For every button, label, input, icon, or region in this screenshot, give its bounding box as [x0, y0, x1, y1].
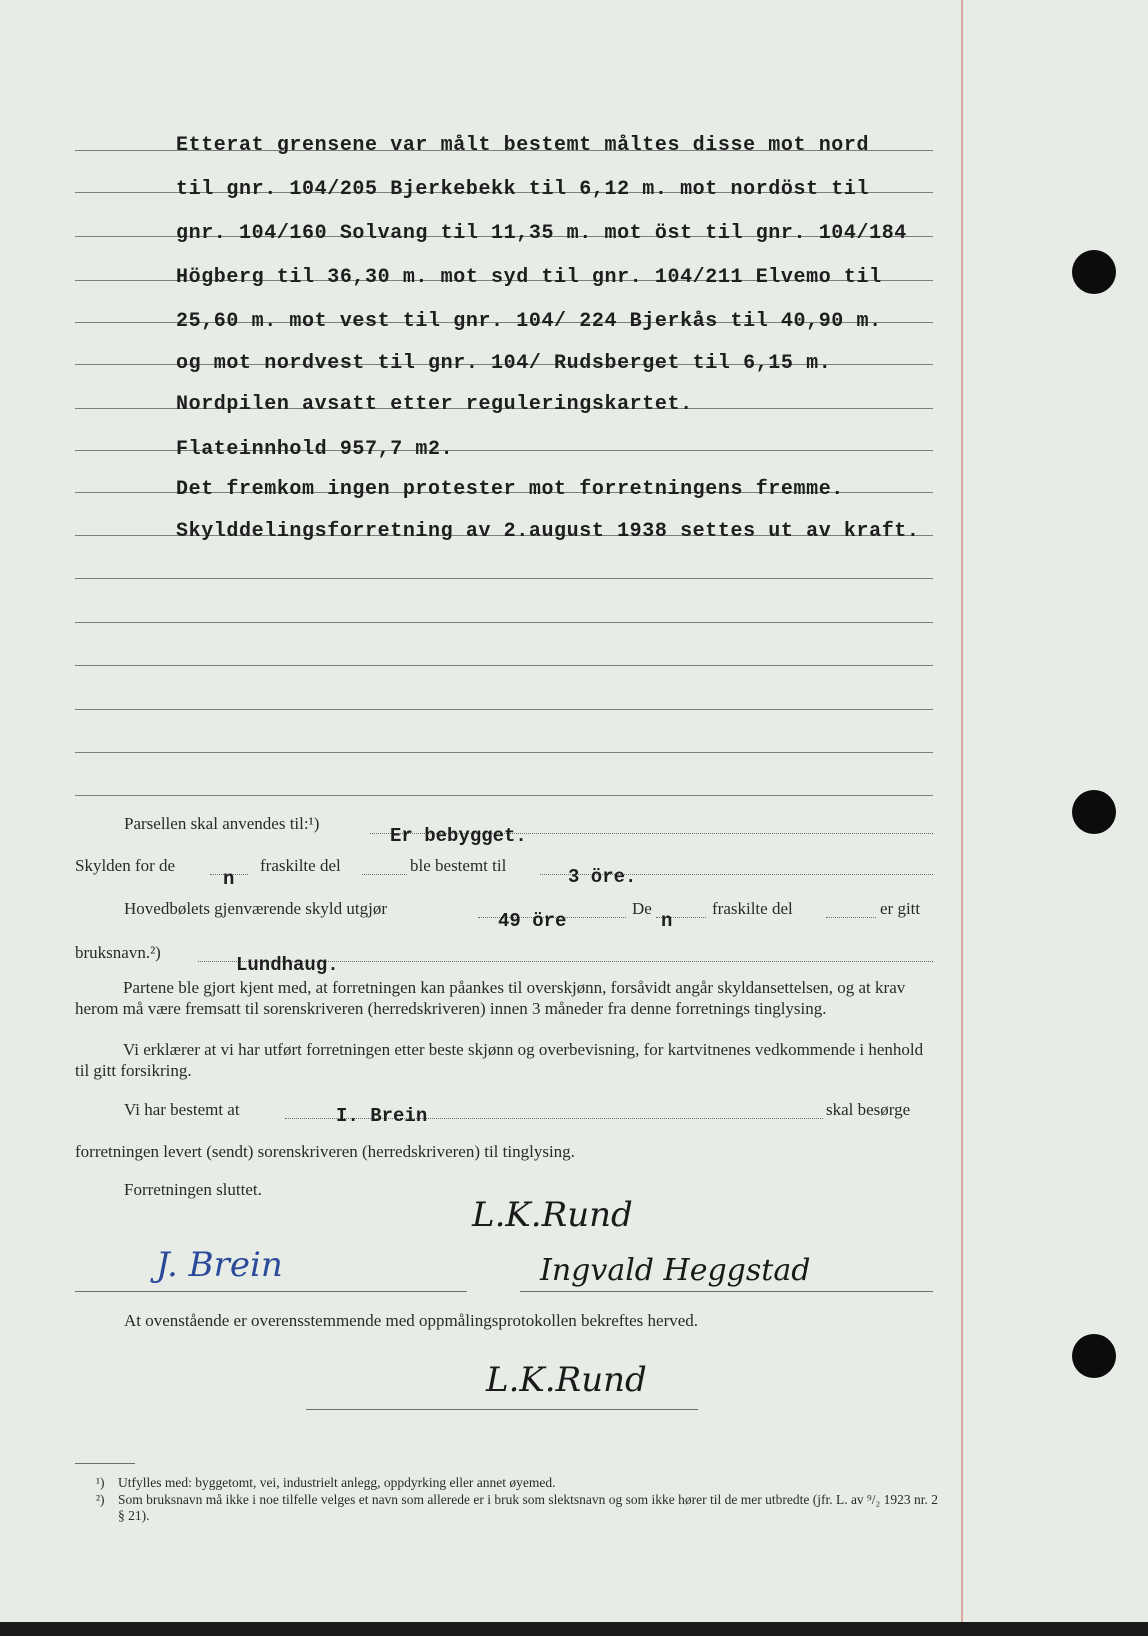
- ruled-line: [75, 752, 933, 753]
- typed-line: Skylddelingsforretning av 2.august 1938 settes ut av kraft.: [176, 520, 920, 543]
- skyld-value: 3 öre.: [568, 866, 637, 888]
- besorge-label: skal besørge: [826, 1100, 911, 1119]
- parsel-value: Er bebygget.: [390, 825, 527, 847]
- signature-line: [520, 1291, 933, 1292]
- fill-line: [362, 874, 407, 875]
- footnote: [96, 1492, 938, 1524]
- ruled-line: [75, 622, 933, 623]
- signature-right: Ingvald Heggstad: [540, 1253, 811, 1288]
- hoved-value: 49 öre: [498, 910, 567, 932]
- footnote-text: Som bruksnavn må ikke i noe tilfelle velges et navn som allerede er i bruk som slektsnavn og som ikke hører til de mer utbredte (jfr. L. av ⁹/₂ 1923 nr. 2 § 21).: [118, 1492, 938, 1523]
- signature-top-right: L.K.Rund: [472, 1195, 633, 1235]
- punch-hole: [1072, 1334, 1116, 1378]
- ruled-line: [75, 709, 933, 710]
- typed-line: Nordpilen avsatt etter reguleringskartet.: [176, 393, 693, 416]
- ruled-line: [75, 795, 933, 796]
- appeal-paragraph: Partene ble gjort kjent med, at forretningen kan påankes til overskjønn, forsåvidt angår skyldansettelsen, og at krav herom må være fremsatt til sorenskriveren (herredskriveren) innen 3 måneder fra denne forretnings tinglysing.: [75, 978, 906, 1018]
- skyld-label: fraskilte del: [260, 856, 341, 875]
- hoved-label: er gitt: [880, 899, 921, 918]
- bruks-label: bruksnavn.²): [75, 943, 161, 962]
- levert-text: forretningen levert (sendt) sorenskriveren (herredskriveren) til tinglysing.: [75, 1142, 575, 1161]
- sluttet-text: Forretningen sluttet.: [124, 1180, 262, 1199]
- footnote-rule: [75, 1463, 135, 1464]
- signature-line: [75, 1291, 467, 1292]
- skyld-n: n: [223, 868, 235, 890]
- footnote-mark: ¹): [96, 1475, 105, 1490]
- signature-bottom: L.K.Rund: [486, 1360, 647, 1400]
- skyld-label: ble bestemt til: [410, 856, 507, 875]
- fill-line: [826, 917, 876, 918]
- declaration-paragraph: Vi erklærer at vi har utført forretningen etter beste skjønn og overbevisning, for kartvitnenes vedkommende i henhold til gitt forsikring.: [75, 1040, 924, 1080]
- confirm-text: At ovenstående er overensstemmende med oppmålingsprotokollen bekreftes herved.: [124, 1311, 699, 1330]
- typed-line: Högberg til 36,30 m. mot syd til gnr. 104/211 Elvemo til: [176, 266, 882, 289]
- typed-line: Etterat grensene var målt bestemt måltes disse mot nord: [176, 134, 870, 157]
- hoved-label: De: [632, 899, 652, 918]
- bruks-value: Lundhaug.: [236, 954, 339, 976]
- besorge-value: I. Brein: [336, 1105, 428, 1127]
- typed-line: 25,60 m. mot vest til gnr. 104/ 224 Bjerkås til 40,90 m.: [176, 310, 882, 333]
- punch-hole: [1072, 790, 1116, 834]
- hoved-label: fraskilte del: [712, 899, 793, 918]
- signature-left: J. Brein: [156, 1245, 283, 1285]
- typed-line: Det fremkom ingen protester mot forretningens fremme.: [176, 478, 844, 501]
- typed-line: Flateinnhold 957,7 m2.: [176, 438, 454, 461]
- footnote: [96, 1475, 938, 1491]
- footnote-mark: ²): [96, 1492, 105, 1507]
- ruled-line: [75, 578, 933, 579]
- signature-line: [306, 1409, 698, 1410]
- margin-rule: [961, 0, 963, 1622]
- ruled-line: [75, 665, 933, 666]
- skyld-label: Skylden for de: [75, 856, 176, 875]
- besorge-label: Vi har bestemt at: [124, 1100, 240, 1119]
- hoved-n: n: [661, 910, 673, 932]
- parsel-label: Parsellen skal anvendes til:¹): [124, 814, 320, 833]
- punch-hole: [1072, 250, 1116, 294]
- hoved-label: Hovedbølets gjenværende skyld utgjør: [124, 899, 387, 918]
- typed-line: og mot nordvest til gnr. 104/ Rudsberget til 6,15 m.: [176, 352, 832, 375]
- footnote-text: Utfylles med: byggetomt, vei, industrielt anlegg, oppdyrking eller annet øyemed.: [118, 1475, 556, 1490]
- typed-line: til gnr. 104/205 Bjerkebekk til 6,12 m. mot nordöst til: [176, 178, 870, 201]
- typed-line: gnr. 104/160 Solvang til 11,35 m. mot öst til gnr. 104/184: [176, 222, 907, 245]
